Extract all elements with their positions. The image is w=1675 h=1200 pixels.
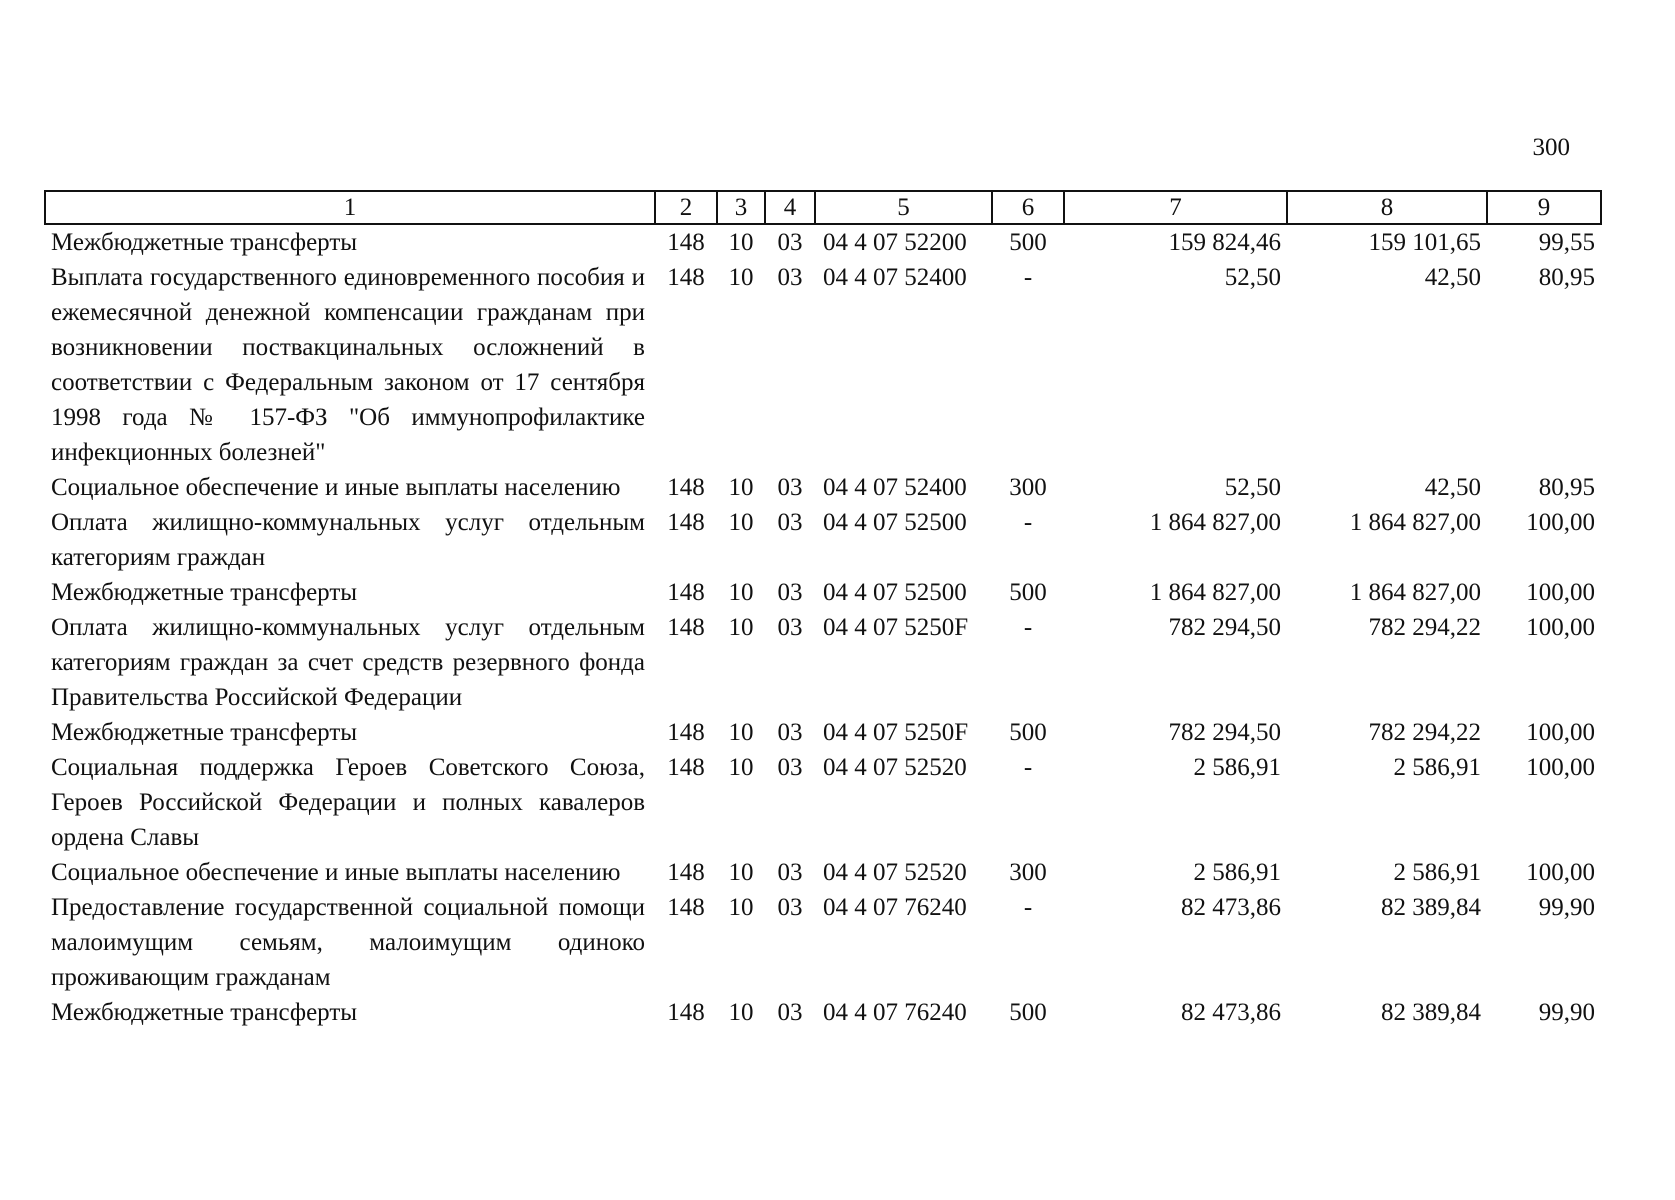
row-col7: 82 473,86 [1181,999,1281,1026]
row-col3: 10 [728,999,754,1026]
row-col5: 04 4 07 5250F [823,719,969,746]
row-col8: 1 864 827,00 [1349,509,1481,536]
row-name: Предоставление государственной социальной помощи малоимущим семьям, малоимущим одиноко проживающим гражданам [51,894,645,991]
row-name: Выплата государственного единовременного пособия и ежемесячной денежной компенсации гражданам при возникновении поствакцинальных осложнений в соответствии с Федеральным законом от 17 сентября 1998 года № 157-ФЗ "Об иммунопрофилактике инфекционных болезней" [51,264,645,466]
row-col5: 04 4 07 76240 [823,999,967,1026]
row-col4: 03 [777,859,803,886]
table-row [45,610,1601,715]
table-body [45,224,1601,1030]
row-col5: 04 4 07 76240 [823,894,967,921]
row-col8: 782 294,22 [1368,614,1481,641]
table-row [45,260,1601,470]
row-col8: 2 586,91 [1393,859,1481,886]
row-name: Оплата жилищно-коммунальных услуг отдельным категориям граждан за счет средств резервного фонда Правительства Российской Федерации [51,614,645,711]
header-row [45,191,1601,224]
header-cell-9: 9 [1487,191,1601,224]
row-col4: 03 [777,509,803,536]
row-col6: - [1023,509,1033,536]
table-row [45,575,1601,610]
row-col2: 148 [667,474,705,501]
row-col5: 04 4 07 5250F [823,614,969,641]
table-row [45,224,1601,260]
row-col4: 03 [777,474,803,501]
row-col7: 82 473,86 [1181,894,1281,921]
row-col7: 1 864 827,00 [1149,579,1281,606]
row-col9: 99,90 [1538,999,1595,1026]
row-col9: 80,95 [1538,474,1595,501]
row-col6: 500 [1009,579,1047,606]
row-col6: 500 [1009,999,1047,1026]
header-cell-5: 5 [815,191,992,224]
table-row [45,855,1601,890]
row-col6: 300 [1009,474,1047,501]
row-col9: 100,00 [1526,614,1595,641]
row-col9: 99,90 [1538,894,1595,921]
row-col2: 148 [667,614,705,641]
row-col4: 03 [777,894,803,921]
row-col2: 148 [667,579,705,606]
row-col8: 1 864 827,00 [1349,579,1481,606]
row-col2: 148 [667,719,705,746]
row-col6: 500 [1009,229,1047,256]
row-col7: 159 824,46 [1168,229,1281,256]
row-col9: 100,00 [1526,859,1595,886]
row-col8: 42,50 [1424,264,1481,291]
row-col7: 1 864 827,00 [1149,509,1281,536]
table-header [45,191,1601,224]
row-col7: 2 586,91 [1193,754,1281,781]
header-cell-2: 2 [655,191,717,224]
row-col8: 82 389,84 [1381,999,1481,1026]
header-cell-1: 1 [45,191,655,224]
row-col7: 782 294,50 [1168,614,1281,641]
row-col6: 500 [1009,719,1047,746]
row-col9: 100,00 [1526,719,1595,746]
row-col8: 82 389,84 [1381,894,1481,921]
row-name: Оплата жилищно-коммунальных услуг отдельным категориям граждан [51,509,645,571]
table-row [45,890,1601,995]
row-col6: - [1023,894,1033,921]
row-col8: 2 586,91 [1393,754,1481,781]
row-name: Социальное обеспечение и иные выплаты населению [51,859,621,886]
row-col7: 52,50 [1224,264,1281,291]
row-col2: 148 [667,859,705,886]
row-col7: 52,50 [1224,474,1281,501]
row-col9: 80,95 [1538,264,1595,291]
row-col6: 300 [1009,859,1047,886]
budget-table [44,190,1602,1030]
row-col9: 99,55 [1538,229,1595,256]
row-col4: 03 [777,614,803,641]
row-name: Социальное обеспечение и иные выплаты населению [51,474,621,501]
row-col3: 10 [728,719,754,746]
row-name: Социальная поддержка Героев Советского Союза, Героев Российской Федерации и полных кавалеров ордена Славы [51,754,645,851]
row-col9: 100,00 [1526,754,1595,781]
row-col5: 04 4 07 52500 [823,579,967,606]
row-col8: 782 294,22 [1368,719,1481,746]
row-col2: 148 [667,999,705,1026]
row-col5: 04 4 07 52400 [823,264,967,291]
row-col7: 782 294,50 [1168,719,1281,746]
row-name: Межбюджетные трансферты [51,579,358,606]
row-col3: 10 [728,229,754,256]
page-number: 300 [1532,134,1570,161]
header-cell-4: 4 [765,191,815,224]
row-col4: 03 [777,719,803,746]
header-cell-6: 6 [992,191,1064,224]
table-row [45,715,1601,750]
row-col3: 10 [728,859,754,886]
row-col4: 03 [777,999,803,1026]
row-col5: 04 4 07 52500 [823,509,967,536]
row-col6: - [1023,754,1033,781]
row-col8: 42,50 [1424,474,1481,501]
row-col9: 100,00 [1526,579,1595,606]
row-col2: 148 [667,264,705,291]
row-col8: 159 101,65 [1368,229,1481,256]
row-col6: - [1023,614,1033,641]
header-cell-7: 7 [1064,191,1287,224]
row-col5: 04 4 07 52400 [823,474,967,501]
row-col2: 148 [667,509,705,536]
row-col5: 04 4 07 52520 [823,859,967,886]
row-col3: 10 [728,894,754,921]
row-col4: 03 [777,264,803,291]
row-name: Межбюджетные трансферты [51,719,358,746]
table-row [45,470,1601,505]
row-col3: 10 [728,614,754,641]
row-col2: 148 [667,229,705,256]
row-name: Межбюджетные трансферты [51,999,358,1026]
row-col3: 10 [728,754,754,781]
row-col4: 03 [777,579,803,606]
header-cell-3: 3 [717,191,765,224]
row-col4: 03 [777,229,803,256]
row-col6: - [1023,264,1033,291]
row-col3: 10 [728,474,754,501]
row-col4: 03 [777,754,803,781]
row-col2: 148 [667,894,705,921]
header-cell-8: 8 [1287,191,1487,224]
row-col5: 04 4 07 52520 [823,754,967,781]
row-col9: 100,00 [1526,509,1595,536]
row-col2: 148 [667,754,705,781]
row-col3: 10 [728,264,754,291]
row-name: Межбюджетные трансферты [51,229,358,256]
row-col3: 10 [728,509,754,536]
table-row [45,995,1601,1030]
row-col7: 2 586,91 [1193,859,1281,886]
table-row [45,505,1601,575]
row-col5: 04 4 07 52200 [823,229,967,256]
table-row [45,750,1601,855]
row-col3: 10 [728,579,754,606]
